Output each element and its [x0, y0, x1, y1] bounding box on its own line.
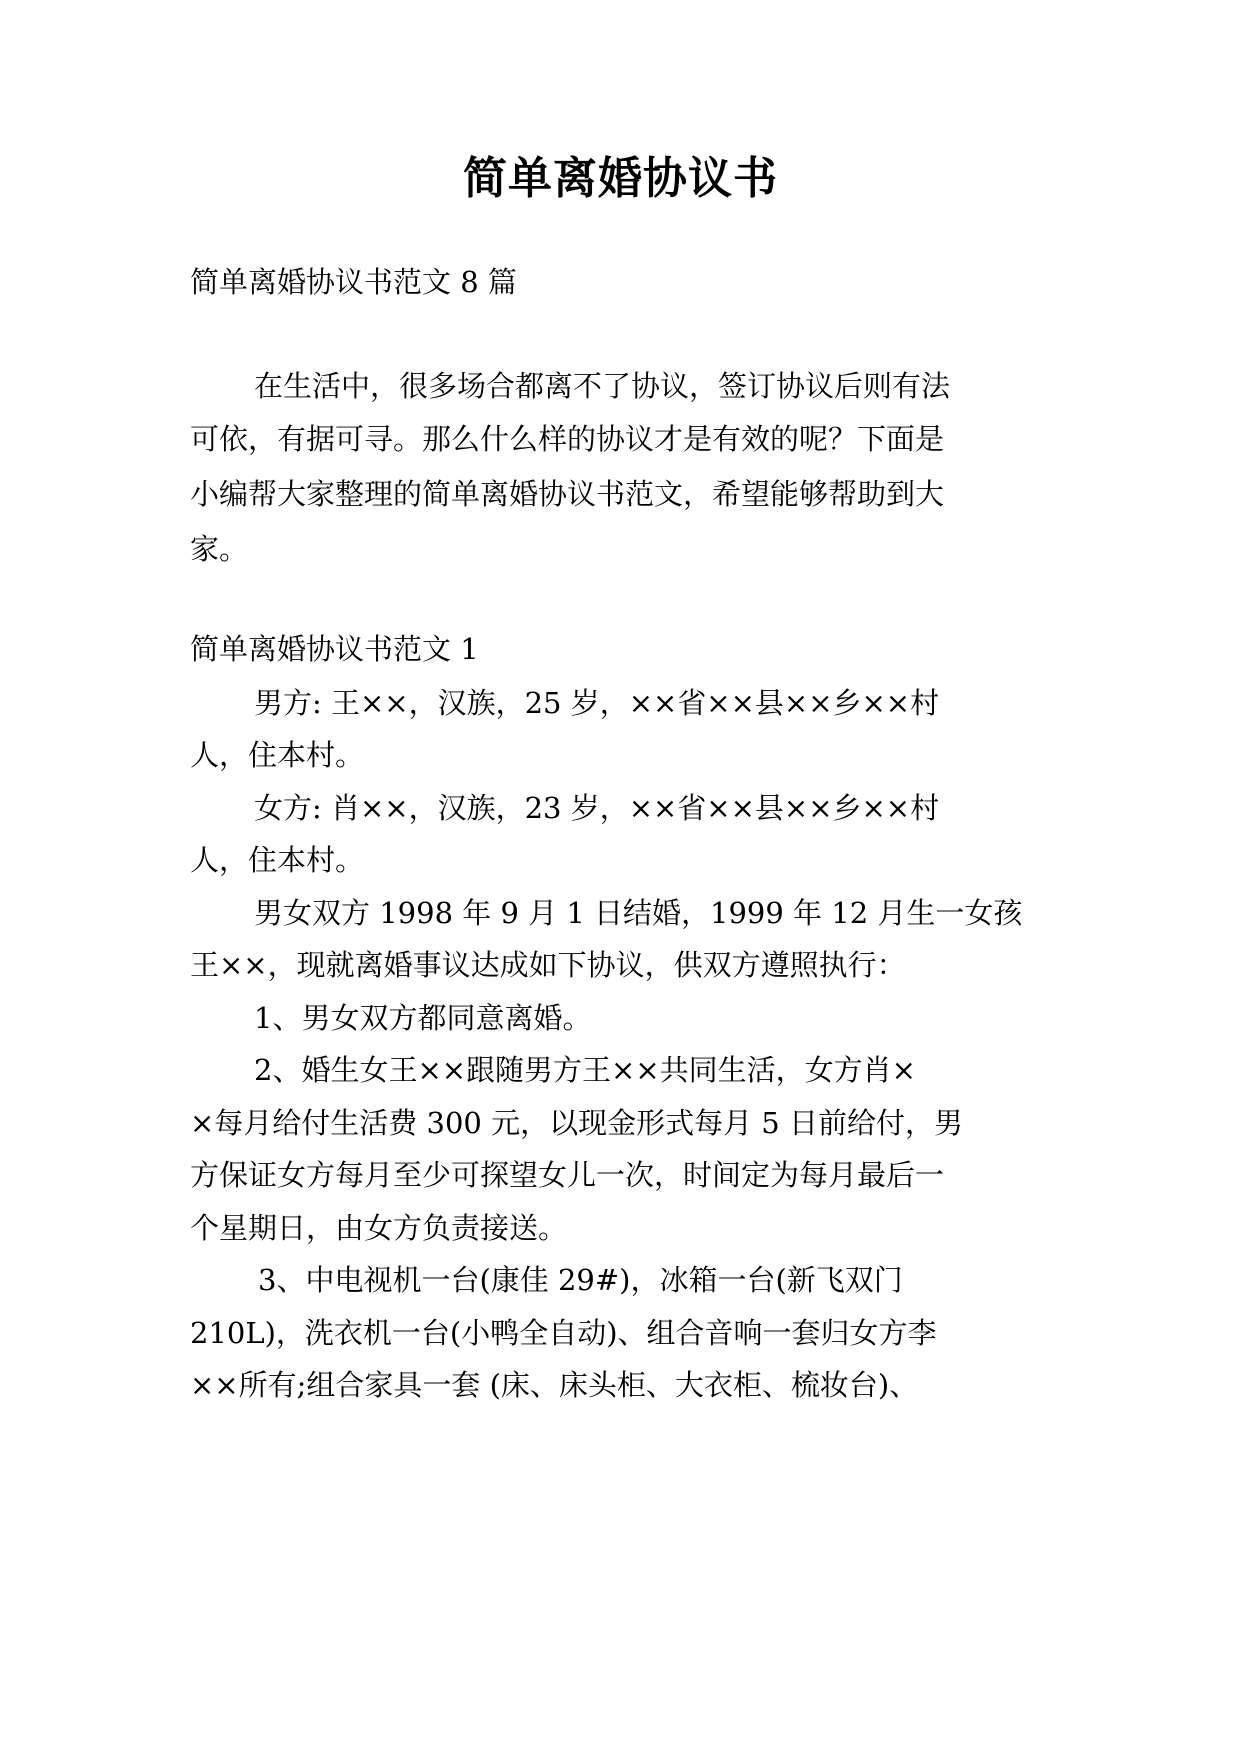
- body-line: 王××，现就离婚事议达成如下协议，供双方遵照执行：: [190, 948, 906, 982]
- intro-line: 家。: [190, 532, 249, 566]
- body-line: ××所有;组合家具一套 (床、床头柜、大衣柜、梳妆台)、: [190, 1368, 919, 1402]
- body-line: 3、中电视机一台(康佳 29#)，冰箱一台(新飞双门: [258, 1263, 903, 1297]
- body-line: 210L)，洗衣机一台(小鸭全自动)、组合音响一套归女方李: [190, 1316, 937, 1350]
- body-line: 男女双方 1998 年 9 月 1 日结婚，1999 年 12 月生一女孩: [254, 896, 1023, 930]
- body-line: 2、婚生女王××跟随男方王××共同生活，女方肖×: [254, 1053, 916, 1087]
- body-line: 1、男女双方都同意离婚。: [254, 1001, 592, 1035]
- section-heading: 简单离婚协议书范文 1: [190, 632, 479, 666]
- intro-line: 在生活中，很多场合都离不了协议，签订协议后则有法: [254, 369, 951, 403]
- body-line: 方保证女方每月至少可探望女儿一次，时间定为每月最后一: [190, 1158, 945, 1192]
- body-line: 男方: 王××，汉族，25 岁，××省××县××乡××村: [254, 686, 940, 720]
- body-line: 人，住本村。: [190, 843, 365, 877]
- body-line: ×每月给付生活费 300 元，以现金形式每月 5 日前给付，男: [190, 1106, 963, 1140]
- body-line: 女方: 肖××，汉族，23 岁，××省××县××乡××村: [254, 791, 940, 825]
- intro-line: 小编帮大家整理的简单离婚协议书范文，希望能够帮助到大: [190, 477, 945, 511]
- body-line: 个星期日，由女方负责接送。: [190, 1211, 568, 1245]
- document-subtitle: 简单离婚协议书范文 8 篇: [190, 265, 517, 299]
- body-line: 人，住本村。: [190, 738, 365, 772]
- intro-line: 可依，有据可寻。那么什么样的协议才是有效的呢？下面是: [190, 422, 945, 456]
- document-title: 简单离婚协议书: [463, 153, 778, 204]
